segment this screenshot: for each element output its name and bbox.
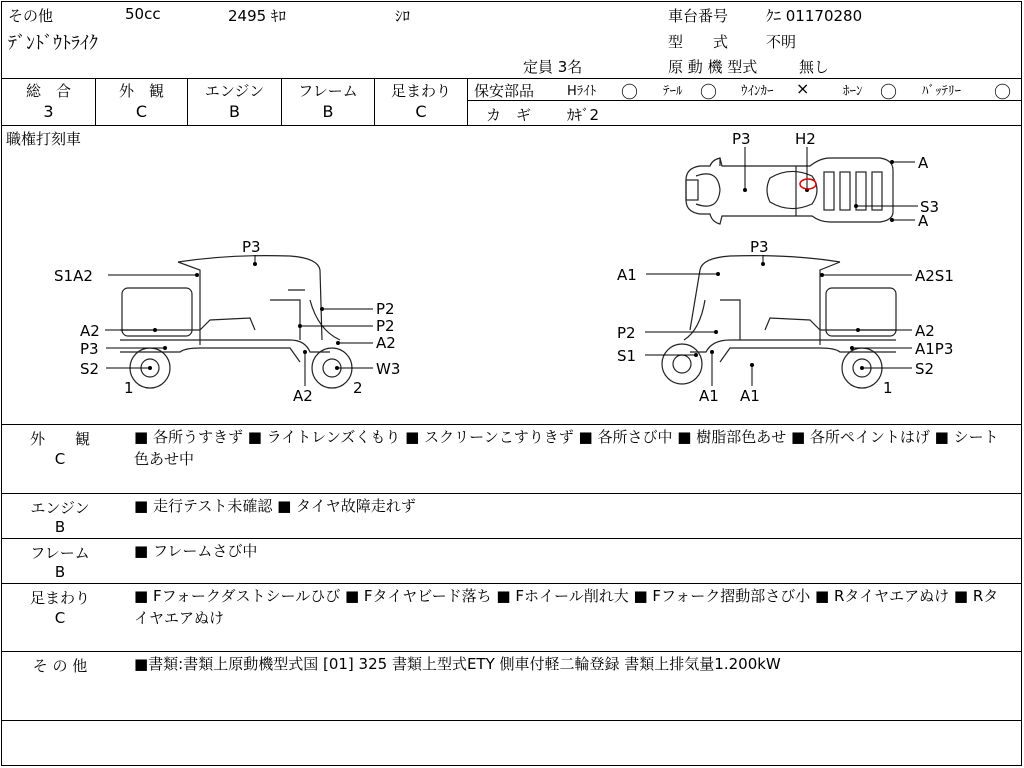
chassis-number: ｸﾆ 01170280 [766,7,863,25]
right-view-label: A2S1 [915,267,954,285]
left-view-label: S2 [80,360,100,378]
rule [1,538,1022,539]
rule [1,424,1022,425]
battery-status: 〇 [994,83,1011,103]
left-view-label: P2 [376,300,395,318]
top-view-outline [686,158,893,224]
category: その他 [8,7,54,25]
headlight-label: Hﾗｲﾄ [567,84,597,99]
rule [468,100,1022,101]
total-label: 総 合 [25,82,71,100]
rule [1,493,1022,494]
displacement: 50cc [125,5,161,23]
rule [1,78,1022,79]
right-view-label: A1 [740,387,760,405]
top-view-label-a: A [918,212,929,230]
left-view-label: P3 [242,238,261,256]
right-view-label: A2 [915,322,935,340]
remark-engine-text: ■ 走行テスト未確認 ■ タイヤ故障走れず [134,497,416,515]
right-view-label: A1 [617,266,637,284]
right-view-label: P3 [750,238,769,256]
remark-engine-label: エンジン [30,499,90,517]
top-view-label-p3: P3 [732,130,751,148]
remark-engine-grade: B [54,518,66,536]
engine-value: B [229,102,240,121]
headlight-status: 〇 [621,83,638,103]
remark-other-label: そ の 他 [32,657,88,675]
left-view-label: P3 [80,340,99,358]
type-label: 型 式 [668,33,729,51]
frame-label: フレーム [298,82,358,100]
vehicle-diagram [0,126,1024,424]
left-view-label: A2 [376,334,396,352]
type-value: 不明 [766,33,797,51]
remark-frame-label: フレーム [30,544,90,562]
battery-label: ﾊﾞｯﾃﾘｰ [922,84,961,99]
total-value: 3 [43,102,54,121]
key-value: ｶｷﾞ2 [567,106,600,124]
top-view-label-a: A [918,154,929,172]
safety-parts-label: 保安部品 [474,82,535,100]
top-view-label-h2: H2 [795,130,816,148]
tail-label: ﾃｰﾙ [663,84,683,99]
left-view-label: S1A2 [54,267,93,285]
remark-suspension-text: ■ Fフォークダストシールひび ■ Fタイヤビード落ち ■ Fホイール削れ大 ■ Fフォーク摺動部さび小 ■ Rタイヤエアぬけ ■ Rタイヤエアぬけ [134,587,999,627]
horn-status: 〇 [880,83,897,103]
diagram-note: 職権打刻車 [6,130,82,148]
exterior-label: 外 観 [118,82,164,100]
suspension-label: 足まわり [390,82,451,100]
model-name: ﾃﾞﾝﾄﾞｳﾄﾗｲｸ [8,33,98,54]
left-view-label: P2 [376,317,395,335]
rule [467,78,468,125]
left-view-label: 1 [124,379,134,397]
key-label: カ ギ [486,106,532,124]
capacity: 定員 3名 [523,58,583,76]
marker-dots [148,160,894,370]
remark-suspension-label: 足まわり [29,589,90,607]
right-view-label: A1 [699,387,719,405]
right-view-label: S2 [915,360,935,378]
engine-model-value: 無し [799,58,830,76]
top-view-label-s3: S3 [920,198,940,216]
winker-label: ｳｲﾝｶｰ [741,84,774,99]
rule [1,583,1022,584]
right-view-label: P2 [617,324,636,342]
winker-status: × [796,79,810,98]
remark-other-text: ■書類:書類上原動機型式国 [01] 325 書類上型式ETY 側車付軽二輪登録 書類上排気量1.200kW [134,655,781,673]
horn-label: ﾎｰﾝ [843,84,863,99]
right-view-label: A1P3 [915,340,954,358]
suspension-value: C [415,102,427,121]
right-view-label: 1 [883,379,893,397]
remark-exterior-text: ■ 各所うすきず ■ ライトレンズくもり ■ スクリーンこすりきず ■ 各所さび中 ■ 樹脂部色あせ ■ 各所ペイントはげ ■ シート色あせ中 [134,428,999,468]
left-view-label: W3 [376,360,401,378]
engine-model-label: 原 動 機 型式 [668,58,758,76]
remark-suspension-grade: C [54,609,66,627]
exterior-value: C [135,102,148,121]
left-view-label: A2 [80,322,100,340]
tail-status: 〇 [700,83,717,103]
remark-exterior-grade: C [54,450,66,468]
frame-value: B [322,102,334,121]
remark-frame-grade: B [54,563,66,581]
remark-exterior-label: 外 観 [29,430,90,448]
engine-label: エンジン [204,82,265,100]
mileage: 2495 ｷﾛ [228,7,286,25]
color: ｼﾛ [395,7,411,25]
left-view-label: A2 [293,387,313,405]
rule [1,651,1022,652]
right-view-label: S1 [617,347,637,365]
damage-circle-h2 [800,179,816,189]
left-view-label: 2 [353,379,363,397]
remark-frame-text: ■ フレームさび中 [134,542,258,560]
chassis-label: 車台番号 [668,7,729,25]
rule [1,720,1022,721]
